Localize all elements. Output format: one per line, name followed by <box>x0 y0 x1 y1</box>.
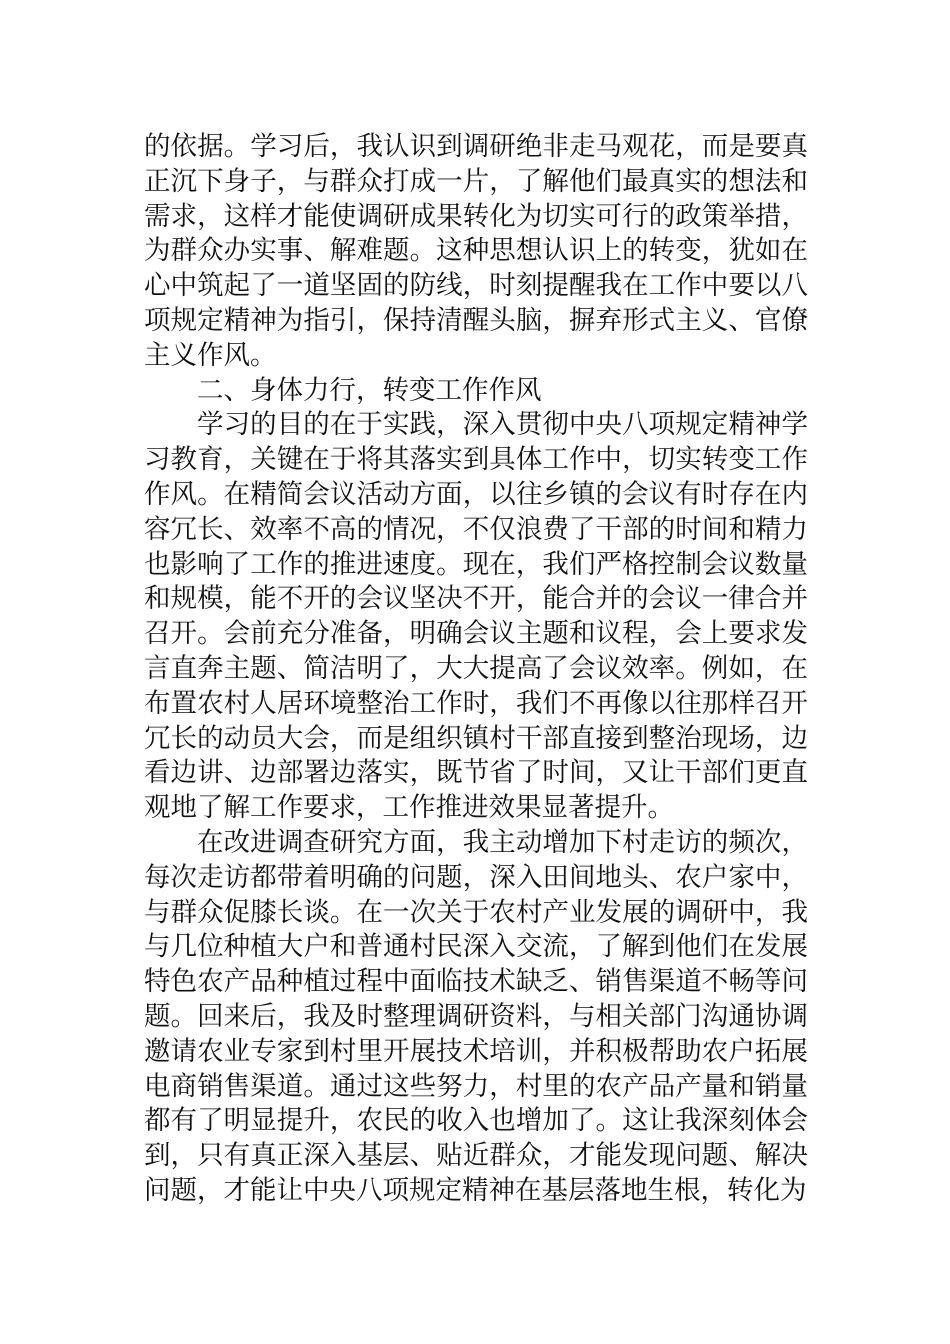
paragraph-research: 在改进调查研究方面，我主动增加下村走访的频次，每次走访都带着明确的问题，深入田间地头、农户家中，与群众促膝长谈。在一次关于农村产业发展的调研中，我与几位种植大户和普通村民深入交流，了解到他们在发展特色农产品种植过程中面临技术缺乏、销售渠道不畅等问题。回来后，我及时整理调研资料，与相关部门沟通协调邀请农业专家到村里开展技术培训，并积极帮助农户拓展电商销售渠道。通过这些努力，村里的农产品产量和销量都有了明显提升，农民的收入也增加了。这让我深刻体会到，只有真正深入基层、贴近群众，才能发现问题、解决问题，才能让中央八项规定精神在基层落地生根，转化为 <box>144 826 808 1206</box>
paragraph-continued: 的依据。学习后，我认识到调研绝非走马观花，而是要真正沉下身子，与群众打成一片，了解他们最真实的想法和需求，这样才能使调研成果转化为切实可行的政策举措，为群众办实事、解难题。这种思想认识上的转变，犹如在心中筑起了一道坚固的防线，时刻提醒我在工作中要以八项规定精神为指引，保持清醒头脑，摒弃形式主义、官僚主义作风。 <box>144 131 808 371</box>
document-page <box>144 130 808 1209</box>
paragraph-work-style: 学习的目的在于实践，深入贯彻中央八项规定精神学习教育，关键在于将其落实到具体工作中，切实转变工作作风。在精简会议活动方面，以往乡镇的会议有时存在内容冗长、效率不高的情况，不仅浪费了干部的时间和精力也影响了工作的推进速度。现在，我们严格控制会议数量和规模，能不开的会议坚决不开，能合并的会议一律合并召开。会前充分准备，明确会议主题和议程，会上要求发言直奔主题、简洁明了，大大提高了会议效率。例如，在布置农村人居环境整治工作时，我们不再像以往那样召开冗长的动员大会，而是组织镇村干部直接到整治现场，边看边讲、边部署边落实，既节省了时间，又让干部们更直观地了解工作要求，工作推进效果显著提升。 <box>144 409 808 824</box>
section-heading: 二、身体力行，转变工作作风 <box>197 374 542 406</box>
